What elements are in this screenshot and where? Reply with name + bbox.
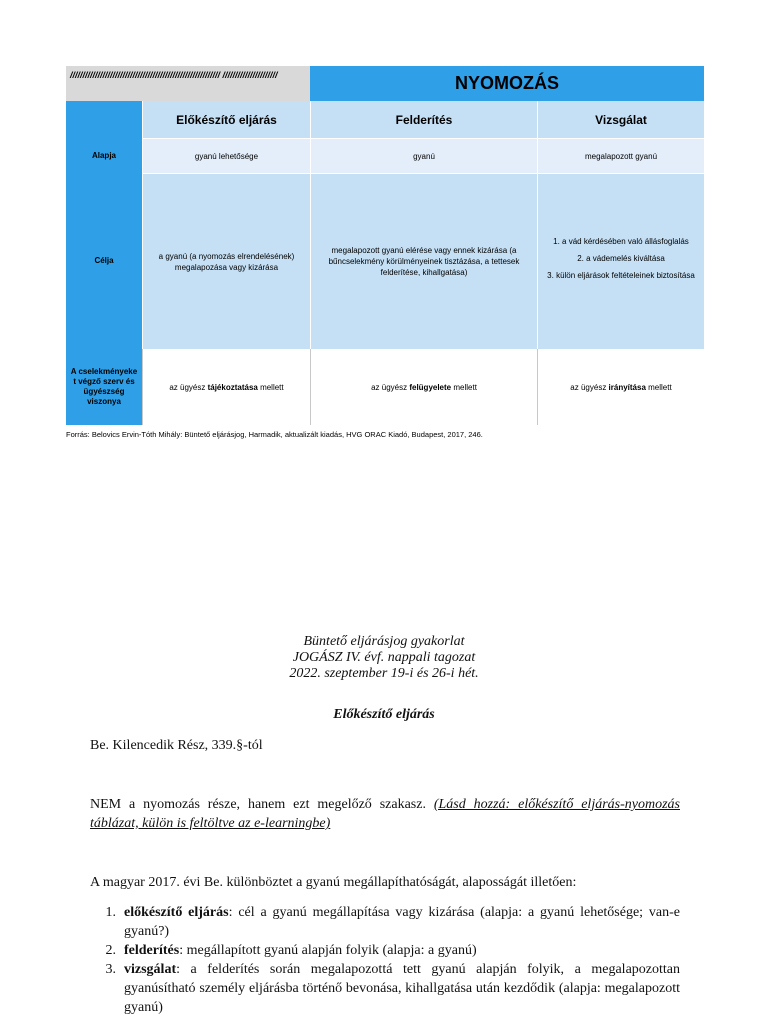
table-cell: megalapozott gyanú: [537, 138, 704, 173]
list-item: 2. felderítés: megállapított gyanú alapján folyik (alapja: a gyanú): [105, 943, 477, 958]
list-item: 3. külön eljárások feltételeinek biztosítása: [547, 271, 695, 280]
paragraph: NEM a nyomozás része, hanem ezt megelőző szakasz. (Lásd hozzá: előkészítő eljárás-nyomozás táblázat, külön is feltöltve az e-learningbe): [90, 797, 680, 831]
list-item: 1. a vád kérdésében való állásfoglalás: [553, 237, 689, 246]
row-label-alapja: Alapja: [66, 138, 142, 173]
list-item: 3. vizsgálat: a felderítés során megalapozottá tett gyanú alapján folyik, a megalapozottan gyanúsítható személy eljárásba történő bevonása, kihallgatása után kezdődik (alapja: megalapozott gyanú): [105, 962, 680, 1015]
hatched-header-cell: //////////////////////////////////////////////////////////// //////////////////////: [66, 66, 310, 101]
row-label-relation: A cselekményeke t végző szerv és ügyészség viszonya: [66, 349, 142, 425]
heading-line: Büntető eljárásjog gyakorlat: [303, 634, 465, 649]
corner-cell: [66, 101, 142, 138]
row-label-celja: Célja: [66, 173, 142, 349]
section-title: Előkészítő eljárás: [333, 707, 435, 722]
table-cell: az ügyész tájékoztatása mellett: [142, 349, 310, 425]
column-header-vizsgalat: Vizsgálat: [537, 101, 704, 138]
table-cell: megalapozott gyanú elérése vagy ennek kizárása (a bűncselekmény körülményeinek tisztázása, a tettesek felderítése, kihallgatása): [310, 173, 537, 349]
document-heading: [0, 634, 768, 682]
list-item: 1. előkészítő eljárás: cél a gyanú megállapítása vagy kizárása (alapja: a gyanú lehetősége; van-e gyanú?): [105, 905, 680, 939]
table-cell: az ügyész felügyelete mellett: [310, 349, 537, 425]
table-source-note: Forrás: Belovics Ervin-Tóth Mihály: Büntető eljárásjog, Harmadik, aktualizált kiadás, HVG ORAC Kiadó, Budapest, 2017, 246.: [66, 430, 483, 439]
goal-list: [547, 236, 695, 287]
table-cell: az ügyész irányítása mellett: [537, 349, 704, 425]
paragraph: A magyar 2017. évi Be. különböztet a gyanú megállapíthatóságát, alaposságát illetően:: [90, 875, 577, 890]
table-cell: a gyanú (a nyomozás elrendelésének) megalapozása vagy kizárása: [142, 173, 310, 349]
heading-line: JOGÁSZ IV. évf. nappali tagozat: [292, 650, 476, 665]
numbered-list: [90, 903, 680, 1017]
paragraph: Be. Kilencedik Rész, 339.§-tól: [90, 738, 263, 753]
table-title: NYOMOZÁS: [310, 66, 704, 101]
column-header-elokeszito: Előkészítő eljárás: [142, 101, 310, 138]
heading-line: 2022. szeptember 19-i és 26-i hét.: [289, 666, 479, 681]
table-cell-list: [537, 173, 704, 349]
investigation-table: [66, 66, 704, 425]
list-item: 2. a vádemelés kiváltása: [577, 254, 665, 263]
table-cell: gyanú: [310, 138, 537, 173]
column-header-felderites: Felderítés: [310, 101, 537, 138]
table-cell: gyanú lehetősége: [142, 138, 310, 173]
